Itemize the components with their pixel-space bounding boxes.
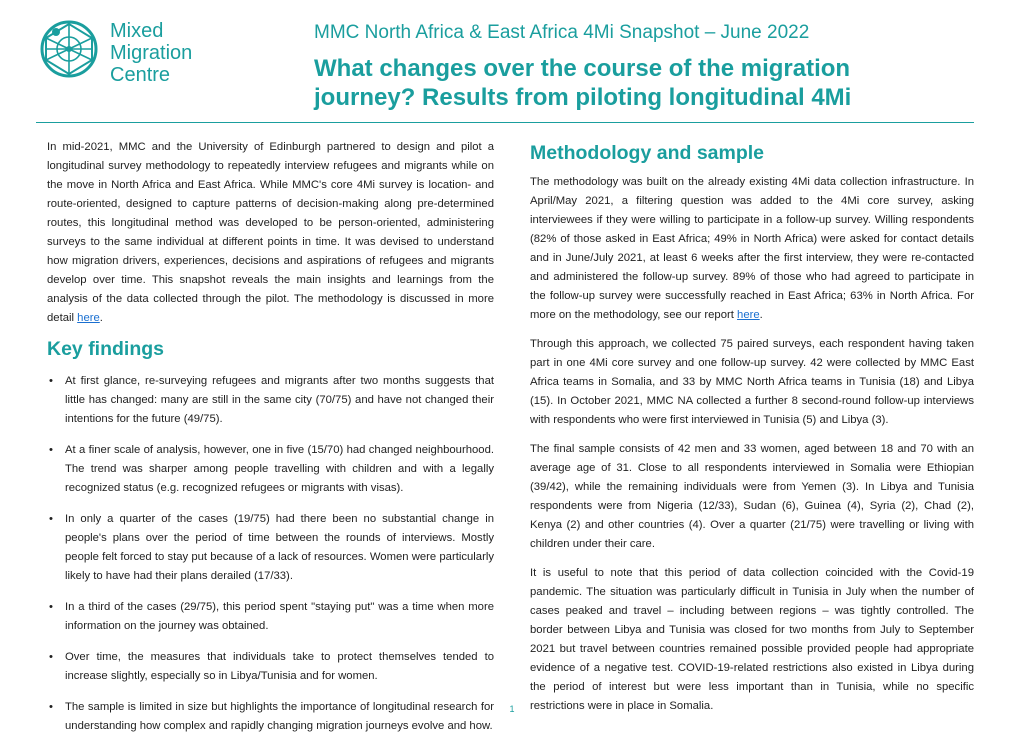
methodology-paragraph-1 xyxy=(530,173,974,325)
right-column xyxy=(530,142,974,726)
finding-item: • In a third of the cases (29/75), this period spent "staying put" was a time when more information on the journey was obtained. xyxy=(47,598,494,636)
key-findings-list xyxy=(47,372,494,736)
intro-paragraph xyxy=(47,138,494,328)
logo-line-2: Migration xyxy=(110,42,193,64)
intro-end: . xyxy=(99,312,103,324)
covid-context-paragraph: It is useful to note that this period of data collection coincided with the Covid-19 pandemic. The situation was particularly difficult in Tunisia in July when the number of cases peaked and travel – including between regions – was tightly controlled. The border between Libya and Tunisia was closed for two months from July to September 2021 but travel between countries remained possible provided people had appropriate evidence of a negative test. COVID-19-related restrictions also existed in Libya during the period of interest but were less important than in Tunisia, while no specific restrictions were in place in Somalia. xyxy=(530,567,974,712)
methodology-end: . xyxy=(759,309,763,321)
methodology-heading: Methodology and sample xyxy=(530,142,765,164)
methodology-text: The methodology was built on the already existing 4Mi data collection infrastructure. In April/May 2021, a filtering question was added to the 4Mi core survey, asking interviewees if they were willing to participate in a follow-up survey. Willing respondents (82% of those asked in East Africa; 49% in North Africa) were asked for contact details and in June/July 2021, at least 6 weeks after the first interview, they were re-contacted and administered the follow-up survey. 89% of those who had agreed to participate in the follow-up survey were successfully reached in East Africa; 63% in North Africa. For more on the methodology, see our report xyxy=(530,176,974,321)
globe-network-icon xyxy=(38,18,100,80)
page-title: What changes over the course of the migration journey? Results from piloting longitudinal 4Mi xyxy=(314,55,852,111)
finding-item: • The sample is limited in size but highlights the importance of longitudinal research for understanding how complex and rapidly changing migration journeys evolve and how. xyxy=(47,698,494,736)
finding-item: • At first glance, re-surveying refugees and migrants after two months suggests that little has changed: many are still in the same city (70/75) and have not changed their intentions for the future (49/75). xyxy=(47,372,494,429)
snapshot-subtitle: MMC North Africa & East Africa 4Mi Snapshot – June 2022 xyxy=(314,22,810,43)
finding-item: • Over time, the measures that individuals take to protect themselves tended to increase slightly, especially so in Libya/Tunisia and for women. xyxy=(47,648,494,686)
methodology-paragraph-2: Through this approach, we collected 75 paired surveys, each respondent having taken part in one 4Mi core survey and one follow-up survey. 42 were collected by MMC East Africa teams in Somalia, and 33 by MMC North Africa teams in Tunisia (18) and Libya (15). In October 2021, MMC NA collected a further 8 second-round follow-up interviews with respondents who were first interviewed in Tunisia (5) and Libya (3). xyxy=(530,338,974,426)
header-divider xyxy=(36,122,974,123)
mmc-logo xyxy=(38,14,228,102)
key-findings-heading: Key findings xyxy=(47,338,165,360)
finding-item: • In only a quarter of the cases (19/75) had there been no substantial change in people's plans over the period of time between the rounds of interviews. Mostly people felt forced to stay put because of a lack of resources. Women were particularly likely to have had their plans derailed (17/33). xyxy=(47,510,494,586)
page-number: 1 xyxy=(509,704,515,714)
sample-paragraph: The final sample consists of 42 men and 33 women, aged between 18 and 70 with an average age of 31. Close to all respondents interviewed in Somalia were Ethiopian (39/42), while the remaining individuals were from Yemen (3). In Libya and Tunisia respondents were from Nigeria (12/33), Sudan (6), Guinea (4), Syria (2), Chad (2), Kenya (2) and other countries (4). Over a quarter (21/75) were travelling or living with children under their care. xyxy=(530,443,974,550)
finding-item: • At a finer scale of analysis, however, one in five (15/70) had changed neighbourhood. The trend was sharper among people travelling with children and with a legally recognized status (e.g. recognized refugees or migrants with visas). xyxy=(47,441,494,498)
report-link[interactable]: here xyxy=(737,309,760,321)
logo-line-1: Mixed xyxy=(110,20,164,42)
logo-line-3: Centre xyxy=(110,64,171,86)
logo-wordmark xyxy=(110,20,192,86)
methodology-link[interactable]: here xyxy=(77,312,100,324)
intro-text: In mid-2021, MMC and the University of Edinburgh partnered to design and pilot a longitudinal survey methodology to repeatedly interview refugees and migrants while on the move in North Africa and East Africa. While MMC's core 4Mi survey is location- and route-oriented, designed to capture patterns of decision-making along pre-determined routes, this longitudinal method was developed to be person-oriented, administering surveys to the same individual at different points in time. It was devised to understand how migration drivers, experiences, decisions and aspirations of refugees and migrants develop over time. This snapshot reveals the main insights and learnings from the analysis of the data collected through the pilot. The methodology is discussed in more detail xyxy=(47,141,494,324)
left-column xyxy=(47,138,494,748)
